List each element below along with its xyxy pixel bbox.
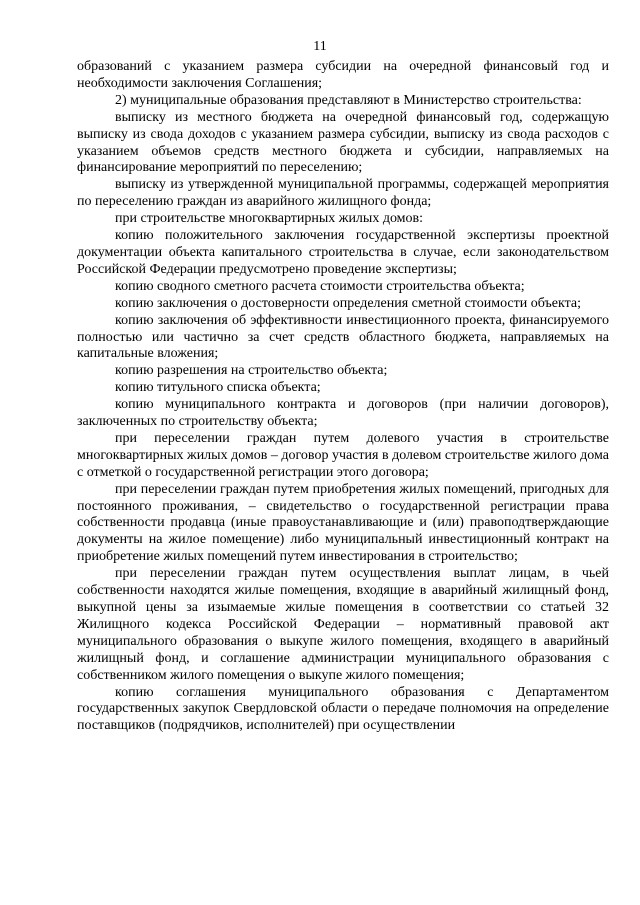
paragraph: копию положительного заключения государственной экспертизы проектной документации объекта капитального строительства в случае, если законодательством Российской Федерации предусмотрено проведение экспертизы; — [77, 228, 609, 277]
paragraph: копию заключения о достоверности определения сметной стоимости объекта; — [115, 295, 581, 311]
paragraph: при переселении граждан путем приобретения жилых помещений, пригодных для постоянного проживания, – свидетельство о государственной регистрации права собственности продавца (иные правоустанавливающие и (или) правоподтверждающие документы на жилое помещение) либо муниципальный инвестиционный контракт на приобретение жилых помещений путем инвестирования в строительство; — [77, 481, 609, 565]
page-number: 11 — [313, 39, 327, 54]
document-body — [77, 59, 609, 735]
paragraph: копию соглашения муниципального образования с Департаментом государственных закупок Свердловской области о передаче полномочия на определение поставщиков (подрядчиков, исполнителей) при осуществлении — [77, 684, 609, 734]
paragraph: при строительстве многоквартирных жилых домов: — [115, 211, 424, 227]
paragraph: при переселении граждан путем осуществления выплат лицам, в чьей собственности находятся жилые помещения, входящие в аварийный жилищный фонд, выкупной цены за изымаемые жилые помещения в соответствии со статьей 32 Жилищного кодекса Российской Федерации – нормативный правовой акт муниципального образования о выкупе жилого помещения, входящего в аварийный жилищный фонд, и соглашение администрации муниципального образования с собственником жилого помещения о выкупе жилого помещения; — [77, 566, 609, 683]
paragraph: выписку из местного бюджета на очередной финансовый год, содержащую выписку из свода доходов с указанием размера субсидии, выписку из свода расходов с указанием объемов средств местного бюджета и субсидии, направляемых на финансирование мероприятий по переселению; — [77, 109, 609, 176]
paragraph: 2) муниципальные образования представляют в Министерство строительства: — [115, 92, 582, 108]
paragraph: копию разрешения на строительство объекта; — [115, 363, 388, 379]
paragraph: образований с указанием размера субсидии на очередной финансовый год и необходимости заключения Соглашения; — [77, 59, 609, 91]
paragraph: при переселении граждан путем долевого участия в строительстве многоквартирных жилых домов – договор участия в долевом строительстве жилого дома с отметкой о государственной регистрации этого договора; — [77, 430, 609, 480]
paragraph: копию заключения об эффективности инвестиционного проекта, финансируемого полностью или частично за счет средств областного бюджета, направляемых на капитальные вложения; — [77, 312, 609, 362]
paragraph: копию муниципального контракта и договоров (при наличии договоров), заключенных по строительству объекта; — [77, 397, 609, 430]
paragraph: выписку из утвержденной муниципальной программы, содержащей мероприятия по переселению граждан из аварийного жилищного фонда; — [77, 177, 609, 210]
paragraph: копию титульного списка объекта; — [115, 380, 321, 396]
paragraph: копию сводного сметного расчета стоимости строительства объекта; — [115, 278, 525, 294]
